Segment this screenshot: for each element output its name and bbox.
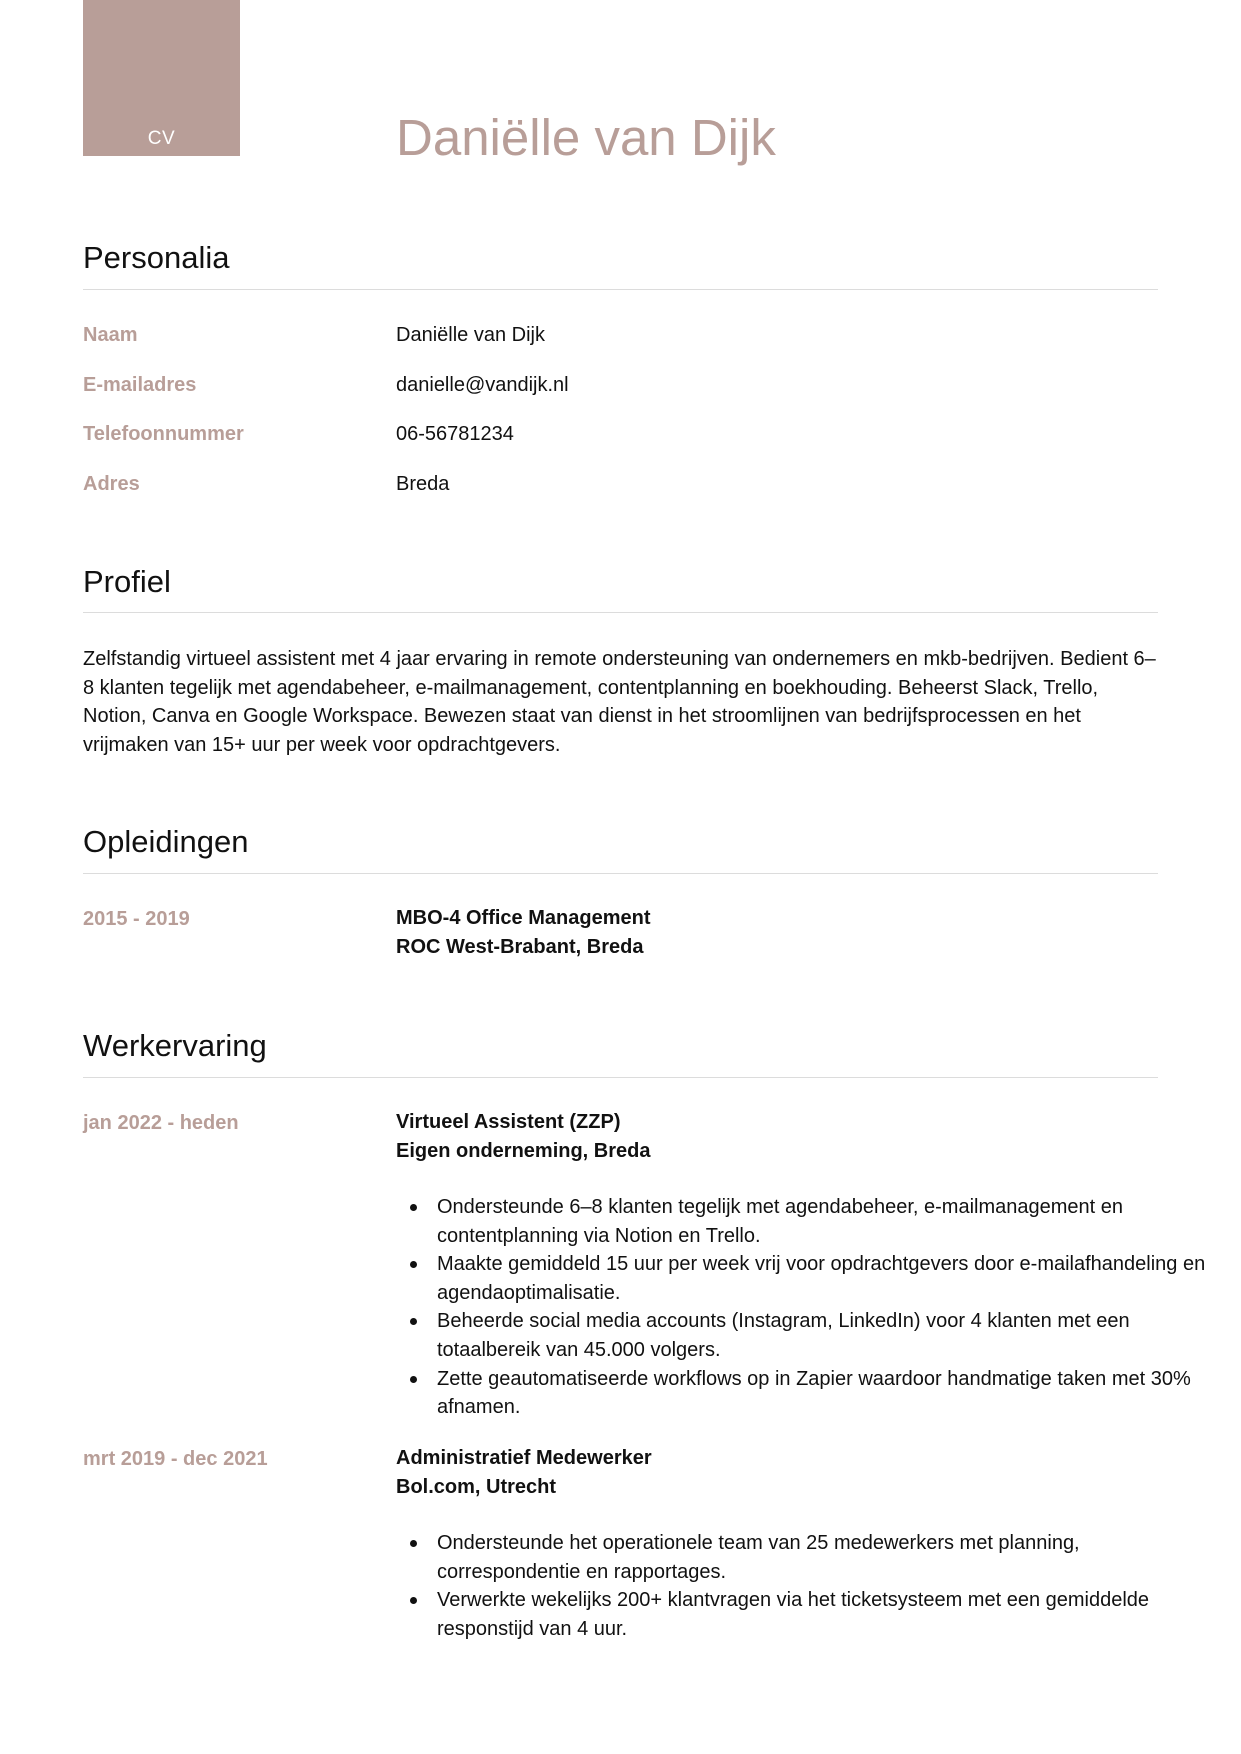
value-email: danielle@vandijk.nl: [396, 374, 569, 396]
job-bullets: [396, 1193, 1207, 1422]
bullet-dot-icon: [410, 1261, 417, 1268]
list-item: Beheerde social media accounts (Instagram, LinkedIn) voor 4 klanten met een totaalbereik van 45.000 volgers.: [437, 1307, 1207, 1364]
section-divider: [83, 612, 1158, 613]
label-email: E-mailadres: [83, 374, 197, 396]
job-title: Administratief Medewerker: [396, 1447, 652, 1469]
section-divider: [83, 1077, 1158, 1078]
education-period: 2015 - 2019: [83, 908, 190, 930]
list-item: Maakte gemiddeld 15 uur per week vrij voor opdrachtgevers door e-mailafhandeling en agendaoptimalisatie.: [437, 1250, 1207, 1307]
job-title: Virtueel Assistent (ZZP): [396, 1111, 621, 1133]
bullet-dot-icon: [410, 1204, 417, 1211]
list-item: Verwerkte wekelijks 200+ klantvragen via het ticketsysteem met een gemiddelde responstijd van 4 uur.: [437, 1586, 1207, 1643]
education-title: MBO-4 Office Management: [396, 907, 651, 929]
section-title-opleidingen: Opleidingen: [83, 824, 249, 859]
value-telefoon: 06-56781234: [396, 423, 514, 445]
profile-summary: Zelfstandig virtueel assistent met 4 jaar ervaring in remote ondersteuning van ondernemers en mkb-bedrijven. Bedient 6–8 klanten tegelijk met agendabeheer, e-mailmanagement, contentplanning en boekhouding. Beheerst Slack, Trello, Notion, Canva en Google Workspace. Bewezen staat van dienst in het stroomlijnen van bedrijfsprocessen en het vrijmaken van 15+ uur per week voor opdrachtgevers.: [83, 648, 1156, 756]
job-entry: [396, 1108, 1156, 1166]
value-naam: Daniëlle van Dijk: [396, 324, 545, 346]
job-entry: [396, 1444, 1156, 1502]
job-period: mrt 2019 - dec 2021: [83, 1448, 268, 1470]
page-title: Daniëlle van Dijk: [396, 109, 776, 166]
label-naam: Naam: [83, 324, 138, 346]
photo-label: CV: [147, 128, 176, 149]
section-title-profiel: Profiel: [83, 564, 171, 599]
section-title-werkervaring: Werkervaring: [83, 1028, 267, 1063]
bullet-dot-icon: [410, 1376, 417, 1383]
job-employer: Eigen onderneming, Breda: [396, 1140, 651, 1162]
education-institution: ROC West-Brabant, Breda: [396, 936, 644, 958]
job-period: jan 2022 - heden: [83, 1112, 239, 1134]
job-bullets: [396, 1529, 1207, 1643]
label-telefoon: Telefoonnummer: [83, 423, 244, 445]
bullet-dot-icon: [410, 1597, 417, 1604]
bullet-dot-icon: [410, 1318, 417, 1325]
section-title-personalia: Personalia: [83, 240, 230, 275]
bullet-dot-icon: [410, 1540, 417, 1547]
list-item: Ondersteunde 6–8 klanten tegelijk met agendabeheer, e-mailmanagement en contentplanning via Notion en Trello.: [437, 1193, 1207, 1250]
label-adres: Adres: [83, 473, 140, 495]
value-adres: Breda: [396, 473, 450, 495]
photo-placeholder: [83, 0, 240, 156]
section-divider: [83, 289, 1158, 290]
job-employer: Bol.com, Utrecht: [396, 1476, 557, 1498]
list-item: Ondersteunde het operationele team van 25 medewerkers met planning, correspondentie en rapportages.: [437, 1529, 1207, 1586]
education-entry: [396, 904, 1156, 962]
list-item: Zette geautomatiseerde workflows op in Zapier waardoor handmatige taken met 30% afnamen.: [437, 1365, 1207, 1422]
section-divider: [83, 873, 1158, 874]
